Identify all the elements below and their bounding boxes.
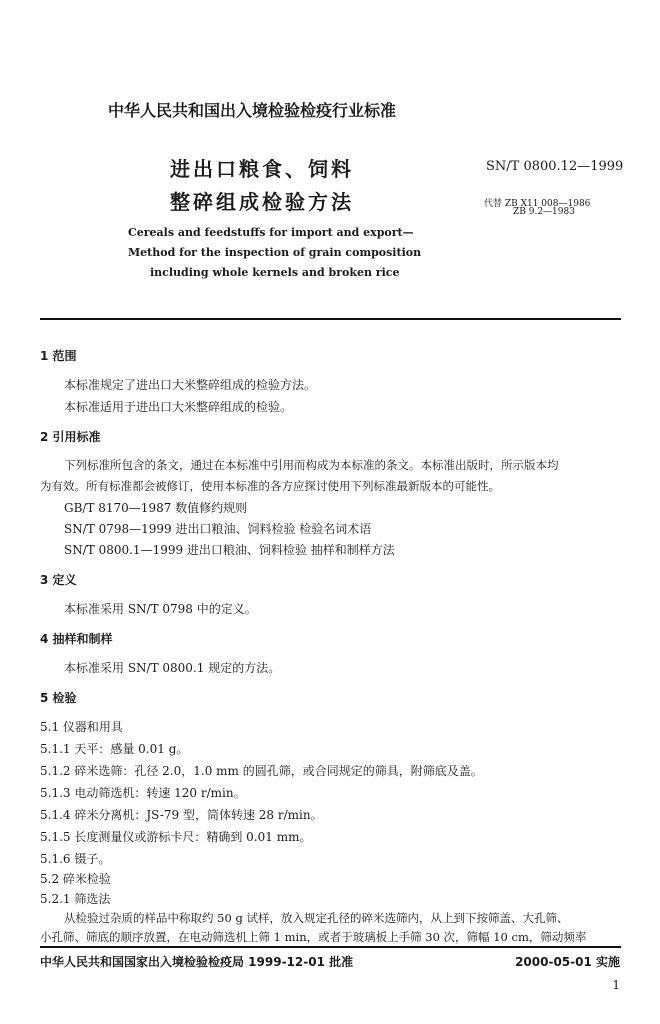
english-title-3: including whole kernels and broken rice xyxy=(150,266,400,279)
section-2-title: 2 引用标准 xyxy=(40,430,101,444)
reference-2: SN/T 0798—1999 进出口粮油、饲料检验 检验名词术语 xyxy=(64,522,372,536)
clause-5-1-4: 5.1.4 碎米分离机：JS-79 型，筒体转速 28 r/min。 xyxy=(40,808,323,822)
section-3-title: 3 定义 xyxy=(40,573,77,587)
replaces-line-1: 代替 ZB X11 008—1986 xyxy=(484,199,591,209)
clause-5-1-1: 5.1.1 天平：感量 0.01 g。 xyxy=(40,742,189,756)
section-2-para-line-2: 为有效。所有标准都会被修订，使用本标准的各方应探讨使用下列标准最新版本的可能性。 xyxy=(40,479,500,493)
clause-5-1-6: 5.1.6 镊子。 xyxy=(40,852,111,866)
footer-divider xyxy=(40,946,621,948)
clause-5-2-1-para-line-2: 小孔筛、筛底的顺序放置，在电动筛选机上筛 1 min，或者于玻璃板上手筛 30 次，筛幅 10 cm，筛动频率 xyxy=(40,930,587,944)
section-4-title: 4 抽样和制样 xyxy=(40,632,113,646)
english-title-1: Cereals and feedstuffs for import and export— xyxy=(128,226,414,239)
replaces-line-2: ZB 9.2—1983 xyxy=(513,207,575,217)
reference-1: GB/T 8170—1987 数值修约规则 xyxy=(64,501,248,515)
section-1-para-2: 本标准适用于进出口大米整碎组成的检验。 xyxy=(64,400,293,414)
section-1-title: 1 范围 xyxy=(40,349,77,363)
issuing-authority: 中华人民共和国出入境检验检疫行业标准 xyxy=(108,101,397,120)
standard-number: SN/T 0800.12—1999 xyxy=(486,159,624,174)
title-line-2: 整碎组成检验方法 xyxy=(170,190,354,214)
clause-5-2: 5.2 碎米检验 xyxy=(40,872,111,886)
section-4-para: 本标准采用 SN/T 0800.1 规定的方法。 xyxy=(64,661,281,675)
clause-5-1-3: 5.1.3 电动筛选机：转速 120 r/min。 xyxy=(40,786,246,800)
clause-5-2-1: 5.2.1 筛选法 xyxy=(40,892,111,906)
reference-3: SN/T 0800.1—1999 进出口粮油、饲料检验 抽样和制样方法 xyxy=(64,543,395,557)
title-line-1: 进出口粮食、饲料 xyxy=(170,157,354,181)
section-2-para-line-1: 下列标准所包含的条文，通过在本标准中引用而构成为本标准的条文。本标准出版时，所示版本均 xyxy=(64,458,559,472)
section-3-para: 本标准采用 SN/T 0798 中的定义。 xyxy=(64,602,257,616)
english-title-2: Method for the inspection of grain composition xyxy=(128,246,422,259)
page-number: 1 xyxy=(612,978,620,992)
clause-5-2-1-para-line-1: 从检验过杂质的样品中称取约 50 g 试样，放入规定孔径的碎米选筛内，从上到下按筛盖、大孔筛、 xyxy=(64,911,569,925)
clause-5-1-5: 5.1.5 长度测量仪或游标卡尺：精确到 0.01 mm。 xyxy=(40,830,312,844)
section-1-para-1: 本标准规定了进出口大米整碎组成的检验方法。 xyxy=(64,378,317,392)
clause-5-1: 5.1 仪器和用具 xyxy=(40,720,123,734)
effective-date: 2000-05-01 实施 xyxy=(515,955,620,969)
clause-5-1-2: 5.1.2 碎米选筛：孔径 2.0，1.0 mm 的圆孔筛，或合同规定的筛具，附筛底及盖。 xyxy=(40,764,483,778)
section-5-title: 5 检验 xyxy=(40,691,77,705)
header-divider xyxy=(40,318,621,320)
approval-statement: 中华人民共和国国家出入境检验检疫局 1999-12-01 批准 xyxy=(40,955,354,969)
